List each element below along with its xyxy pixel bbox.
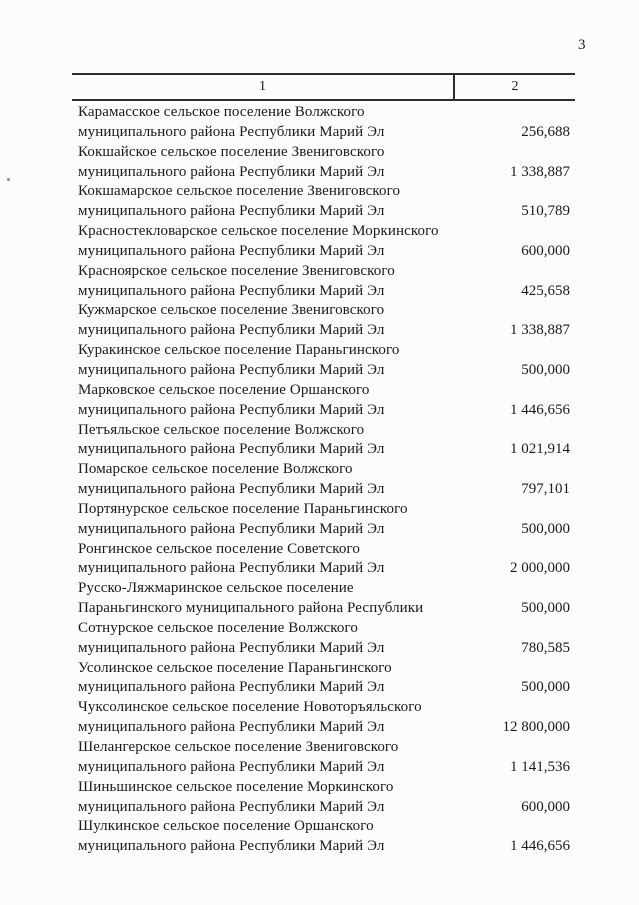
row-amount: 780,585	[521, 639, 570, 656]
table-header-row	[72, 73, 575, 101]
settlement-name-line1: Кокшамарское сельское поселение Звениговского	[78, 183, 401, 200]
row-amount: 1 338,887	[510, 322, 570, 339]
scan-artifact-speck	[7, 178, 10, 181]
settlement-name-line1: Кокшайское сельское поселение Звениговского	[78, 143, 385, 160]
table-row	[72, 182, 575, 222]
settlement-name-line2: муниципального района Республики Марий Эл	[78, 322, 385, 339]
settlement-name	[72, 817, 478, 857]
row-amount: 600,000	[521, 242, 570, 259]
table-row	[72, 817, 575, 857]
table-header-col1: 1	[72, 75, 455, 99]
row-amount: 425,658	[521, 282, 570, 299]
row-amount: 500,000	[521, 679, 570, 696]
settlement-name-line2: муниципального района Республики Марий Эл	[78, 679, 385, 696]
settlement-name	[72, 143, 478, 183]
row-amount: 1 141,536	[510, 758, 570, 775]
settlement-name-line1: Сотнурское сельское поселение Волжского	[78, 619, 359, 636]
table-row	[72, 619, 575, 659]
settlement-name	[72, 540, 478, 580]
settlement-name	[72, 738, 478, 778]
settlement-name-line2: муниципального района Республики Марий Эл	[78, 123, 385, 140]
settlement-name-line2: муниципального района Республики Марий Эл	[78, 203, 385, 220]
table-row	[72, 143, 575, 183]
settlements-table	[72, 73, 575, 857]
settlement-name	[72, 460, 478, 500]
table-row	[72, 540, 575, 580]
settlement-name-line2: муниципального района Республики Марий Эл	[78, 282, 385, 299]
settlement-name	[72, 698, 478, 738]
settlement-name	[72, 579, 478, 619]
table-row	[72, 579, 575, 619]
row-amount: 256,688	[521, 123, 570, 140]
settlement-name-line2: муниципального района Республики Марий Эл	[78, 163, 385, 180]
table-row	[72, 262, 575, 302]
settlement-name	[72, 778, 478, 818]
settlement-name-line1: Помарское сельское поселение Волжского	[78, 461, 353, 478]
row-amount: 500,000	[521, 361, 570, 378]
settlement-name-line1: Шиньшинское сельское поселение Моркинского	[78, 778, 394, 795]
row-amount: 1 446,656	[510, 401, 570, 418]
settlement-name-line2: муниципального района Республики Марий Эл	[78, 401, 385, 418]
settlement-name-line2: муниципального района Республики Марий Эл	[78, 639, 385, 656]
settlement-name	[72, 301, 478, 341]
table-row	[72, 421, 575, 461]
settlement-name-line2: муниципального района Республики Марий Эл	[78, 361, 385, 378]
row-amount: 1 446,656	[510, 838, 570, 855]
settlement-name	[72, 222, 478, 262]
settlement-name	[72, 421, 478, 461]
row-amount: 500,000	[521, 520, 570, 537]
settlement-name-line2: муниципального района Республики Марий Эл	[78, 441, 385, 458]
table-row	[72, 698, 575, 738]
settlement-name-line2: муниципального района Республики Марий Эл	[78, 560, 385, 577]
settlement-name-line1: Портянурское сельское поселение Параньгинского	[78, 500, 408, 517]
settlement-name-line1: Петъяльское сельское поселение Волжского	[78, 421, 365, 438]
settlement-name-line2: муниципального района Республики Марий Эл	[78, 838, 385, 855]
settlement-name	[72, 103, 478, 143]
settlement-name-line2: муниципального района Республики Марий Эл	[78, 242, 385, 259]
settlement-name-line2: муниципального района Республики Марий Эл	[78, 520, 385, 537]
table-body	[72, 101, 575, 857]
settlement-name-line1: Кужмарское сельское поселение Звениговского	[78, 302, 385, 319]
settlement-name-line1: Ронгинское сельское поселение Советского	[78, 540, 360, 557]
table-row	[72, 500, 575, 540]
settlement-name	[72, 381, 478, 421]
table-row	[72, 301, 575, 341]
row-amount: 600,000	[521, 798, 570, 815]
settlement-name-line2: муниципального района Республики Марий Эл	[78, 481, 385, 498]
row-amount: 510,789	[521, 203, 570, 220]
settlement-name-line1: Усолинское сельское поселение Параньгинского	[78, 659, 392, 676]
table-row	[72, 460, 575, 500]
settlement-name-line1: Карамасское сельское поселение Волжского	[78, 104, 365, 120]
settlement-name-line1: Красноярское сельское поселение Звениговского	[78, 262, 395, 279]
settlement-name-line1: Шулкинское сельское поселение Оршанского	[78, 818, 374, 835]
table-row	[72, 341, 575, 381]
table-header-col2: 2	[511, 79, 519, 94]
table-row	[72, 103, 575, 143]
row-amount: 12 800,000	[502, 719, 570, 736]
settlement-name-line2: муниципального района Республики Марий Эл	[78, 719, 385, 736]
settlement-name-line1: Красностекловарское сельское поселение Моркинского	[78, 223, 439, 240]
table-row	[72, 778, 575, 818]
row-amount: 2 000,000	[510, 560, 570, 577]
settlement-name-line1: Шелангерское сельское поселение Звениговского	[78, 739, 399, 755]
settlement-name-line2: муниципального района Республики Марий Эл	[78, 798, 385, 815]
table-row	[72, 738, 575, 778]
row-amount: 1 021,914	[510, 441, 570, 458]
page-number: 3	[578, 37, 586, 53]
table-row	[72, 222, 575, 262]
settlement-name	[72, 182, 478, 222]
settlement-name-line2: Параньгинского муниципального района Республики	[78, 600, 424, 617]
table-row	[72, 659, 575, 699]
settlement-name-line1: Русско-Ляжмаринское сельское поселение	[78, 580, 354, 597]
settlement-name	[72, 262, 478, 302]
settlement-name	[72, 341, 478, 381]
settlement-name	[72, 619, 478, 659]
settlement-name	[72, 659, 478, 699]
row-amount: 1 338,887	[510, 163, 570, 180]
settlement-name	[72, 500, 478, 540]
row-amount: 797,101	[521, 481, 570, 498]
table-row	[72, 381, 575, 421]
settlement-name-line1: Куракинское сельское поселение Параньгинского	[78, 342, 400, 359]
settlement-name-line1: Марковское сельское поселение Оршанского	[78, 381, 370, 398]
settlement-name-line1: Чуксолинское сельское поселение Новоторъяльского	[78, 699, 422, 716]
row-amount: 500,000	[521, 600, 570, 617]
settlement-name-line2: муниципального района Республики Марий Эл	[78, 758, 385, 775]
